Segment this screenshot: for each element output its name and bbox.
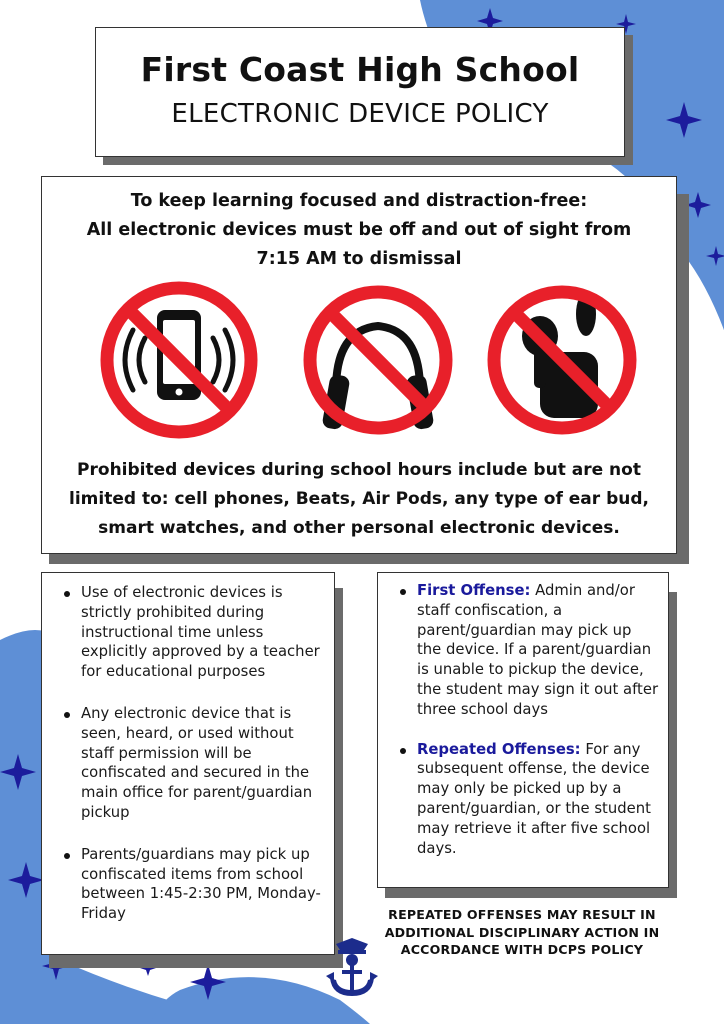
list-item: Any electronic device that is seen, heard, or used without staff permission will be confiscated and secured in the main office for parent/guardian pickup [64, 704, 326, 823]
offense-text: For any subsequent offense, the device may only be picked up by a parent/guardian, or the student may retrieve it after five school days. [417, 740, 651, 857]
prohibited-devices-text: Prohibited devices during school hours include but are not limited to: cell phones, Beats, Air Pods, any type of ear bud, smart watches, and other personal electronic devices. [69, 460, 649, 538]
list-item: Use of electronic devices is strictly prohibited during instructional time unless explicitly approved by a teacher for educational purposes [64, 583, 326, 682]
list-item [400, 740, 660, 859]
main-card [41, 176, 677, 554]
lead-line: 7:15 AM to dismissal [256, 249, 462, 269]
disciplinary-note: REPEATED OFFENSES MAY RESULT IN ADDITIONAL DISCIPLINARY ACTION IN ACCORDANCE WITH DCPS POLICY [384, 907, 660, 957]
offense-label: First Offense: [417, 582, 531, 599]
no-cell-phone-icon [97, 280, 261, 440]
offense-text: Admin and/or staff confiscation, a parent/guardian may pick up the device. If a parent/guardian is unable to pickup the device, the student may sign it out after three school days [417, 582, 659, 718]
list-item: Parents/guardians may pick up confiscated items from school between 1:45-2:30 PM, Monday-Friday [64, 845, 326, 924]
offenses-card [377, 572, 669, 888]
lead-line: All electronic devices must be off and out of sight from [86, 220, 632, 240]
lead-line: To keep learning focused and distraction-free: [130, 191, 588, 211]
policy-title: ELECTRONIC DEVICE POLICY [171, 99, 549, 129]
school-logo-anchor-icon [322, 934, 382, 1000]
school-name: First Coast High School [140, 50, 580, 89]
no-headphones-icon [300, 280, 456, 440]
lead-text [42, 187, 676, 274]
list-item [400, 581, 660, 720]
no-earbuds-icon [482, 280, 638, 440]
title-card [95, 27, 625, 157]
rules-list [42, 573, 334, 924]
prohibited-icons-row [42, 280, 676, 448]
offense-label: Repeated Offenses: [417, 740, 581, 758]
offenses-list [378, 573, 668, 858]
rules-card [41, 572, 335, 955]
